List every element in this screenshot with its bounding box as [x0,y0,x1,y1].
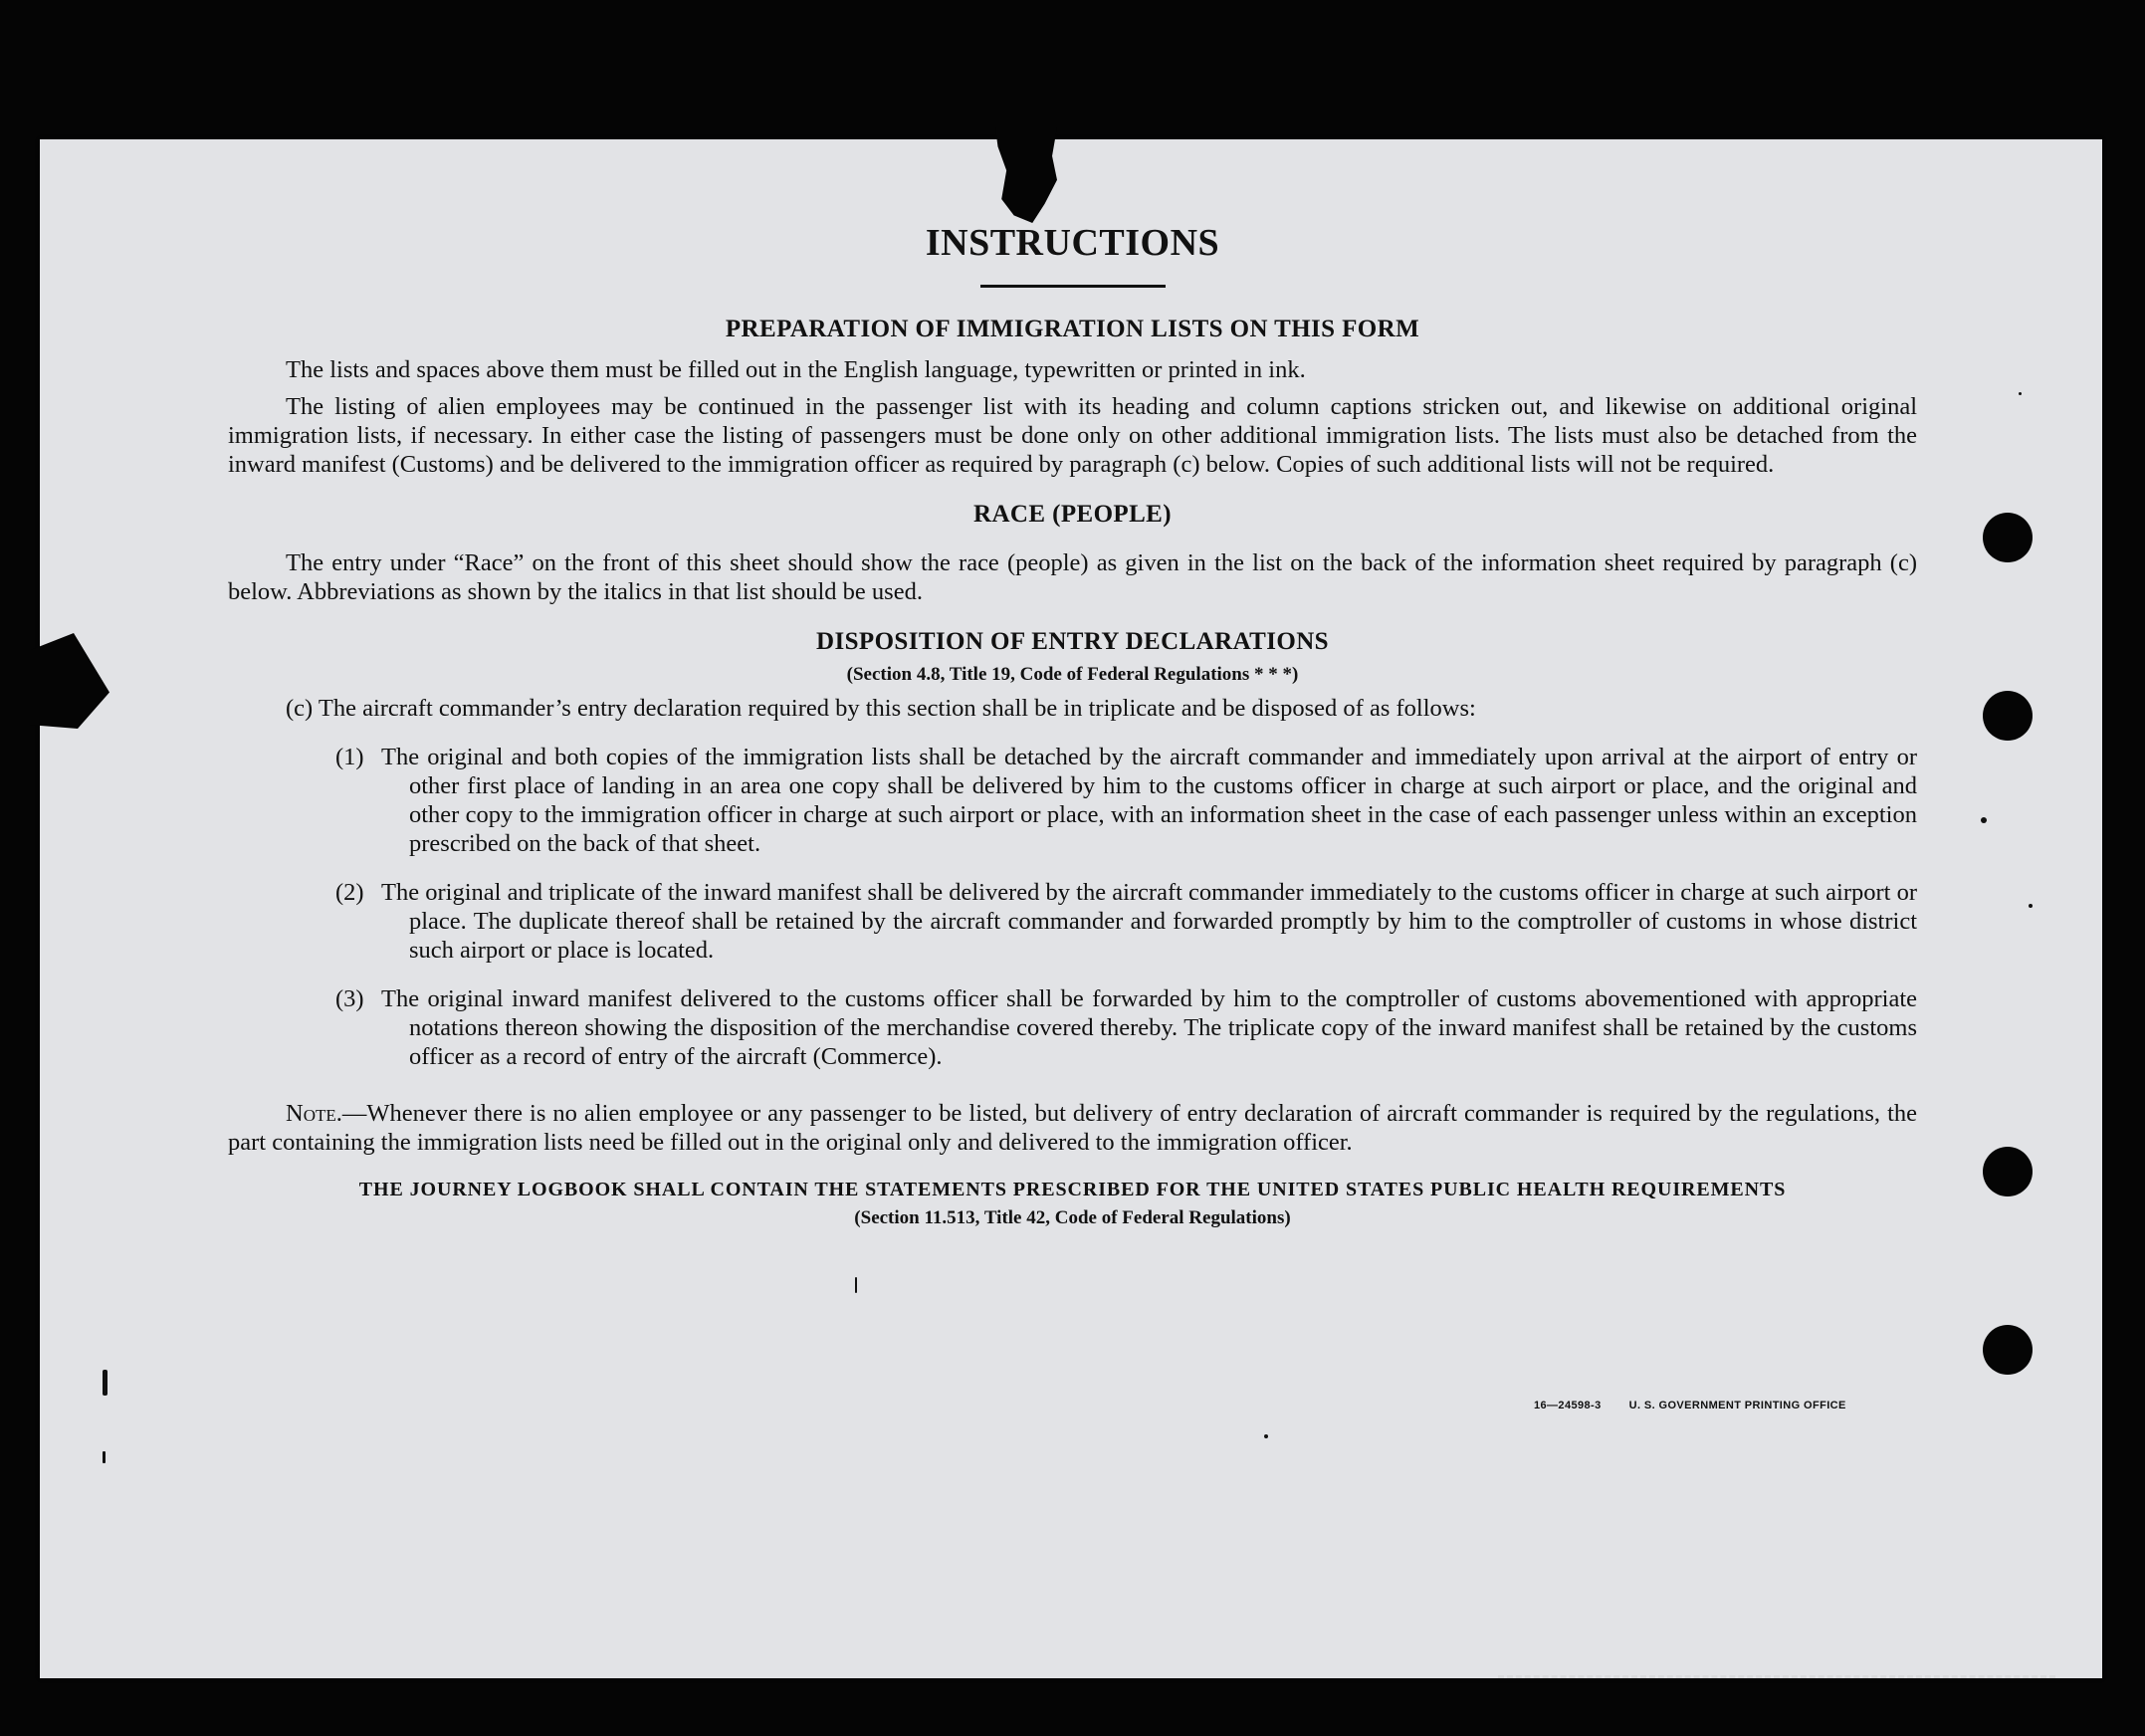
race-paragraph: The entry under “Race” on the front of this sheet should show the race (people) as given in the list on the back of the information sheet required by paragraph (c) below. Abbreviations as shown by the italics in that list should be used. [228,549,1917,605]
title-underline [980,285,1166,288]
list-item-text: The original inward manifest delivered to the customs officer shall be forwarded by him to the comptroller of customs abovementioned with appropriate notations thereon showing the disposition of the merchandise covered thereby. The triplicate copy of the inward manifest shall be retained by the customs officer as a record of entry of the aircraft (Commerce). [381,985,1917,1070]
note-text: —Whenever there is no alien employee or any passenger to be listed, but delivery of entry declaration of aircraft commander is required by the regulations, the part containing the immigration lists need be filled out in the original only and delivered to the immigration officer. [228,1100,1917,1156]
scan-speck [2029,904,2033,908]
list-item [228,743,1917,858]
list-item [228,984,1917,1071]
list-item-number: (2) [335,879,364,906]
preparation-paragraph-1: The lists and spaces above them must be filled out in the English language, typewritten or printed in ink. [286,356,1306,383]
scan-speck [1981,817,1987,823]
note-lead: Note. [286,1100,342,1127]
printer-imprint [1534,1400,1874,1411]
paper-edge-dashes [1498,1675,2055,1678]
list-item-text: The original and both copies of the immigration lists shall be detached by the aircraft commander and immediately upon arrival at the airport of entry or other first place of landing in an area one copy shall be delivered by him to the customs officer in charge at such airport or place, and the original and other copy to the immigration officer in charge at such airport or place, with an information sheet in the case of each passenger unless within an exception prescribed on the back of that sheet. [381,744,1917,857]
list-item-number: (3) [335,985,364,1012]
form-number: 16—24598-3 [1534,1400,1602,1411]
scan-speck [1264,1434,1268,1438]
punch-hole [1983,1325,2033,1375]
scan-speck [855,1277,857,1293]
punch-hole [1983,1147,2033,1196]
scan-speck [2019,392,2022,395]
punch-hole [1983,513,2033,562]
preparation-paragraph-2: The listing of alien employees may be continued in the passenger list with its heading and column captions stricken out, and likewise on additional original immigration lists, if necessary. In either case the listing of passengers must be done only on other additional immigration lists. The lists must also be detached from the inward manifest (Customs) and be delivered to the immigration officer as required by paragraph (c) below. Copies of such additional lists will not be required. [228,393,1917,478]
printer-name: U. S. GOVERNMENT PRINTING OFFICE [1628,1400,1846,1411]
page-title: INSTRUCTIONS [925,222,1220,264]
list-item-number: (1) [335,744,364,770]
health-requirements-citation: (Section 11.513, Title 42, Code of Federal Regulations) [854,1207,1291,1228]
disposition-citation: (Section 4.8, Title 19, Code of Federal Regulations * * *) [846,664,1299,685]
list-item-text: The original and triplicate of the inward manifest shall be delivered by the aircraft commander immediately to the customs officer in charge at such airport or place. The duplicate thereof shall be retained by the aircraft commander and forwarded promptly by him to the comptroller of customs in whose district such airport or place is located. [381,879,1917,964]
list-item [228,878,1917,965]
instructions-content [228,209,1917,1232]
health-requirements-heading: THE JOURNEY LOGBOOK SHALL CONTAIN THE STATEMENTS PRESCRIBED FOR THE UNITED STATES PUBLIC HEALTH REQUIREMENTS [358,1179,1787,1200]
disposition-heading: DISPOSITION OF ENTRY DECLARATIONS [816,628,1329,655]
scan-speck [103,1451,106,1463]
note-paragraph [228,1099,1917,1157]
preparation-heading: PREPARATION OF IMMIGRATION LISTS ON THIS FORM [725,316,1420,342]
punch-hole [1983,691,2033,741]
race-heading: RACE (PEOPLE) [973,501,1172,528]
disposition-intro: (c) The aircraft commander’s entry declaration required by this section shall be in triplicate and be disposed of as follows: [286,695,1476,722]
scan-speck [103,1370,107,1396]
